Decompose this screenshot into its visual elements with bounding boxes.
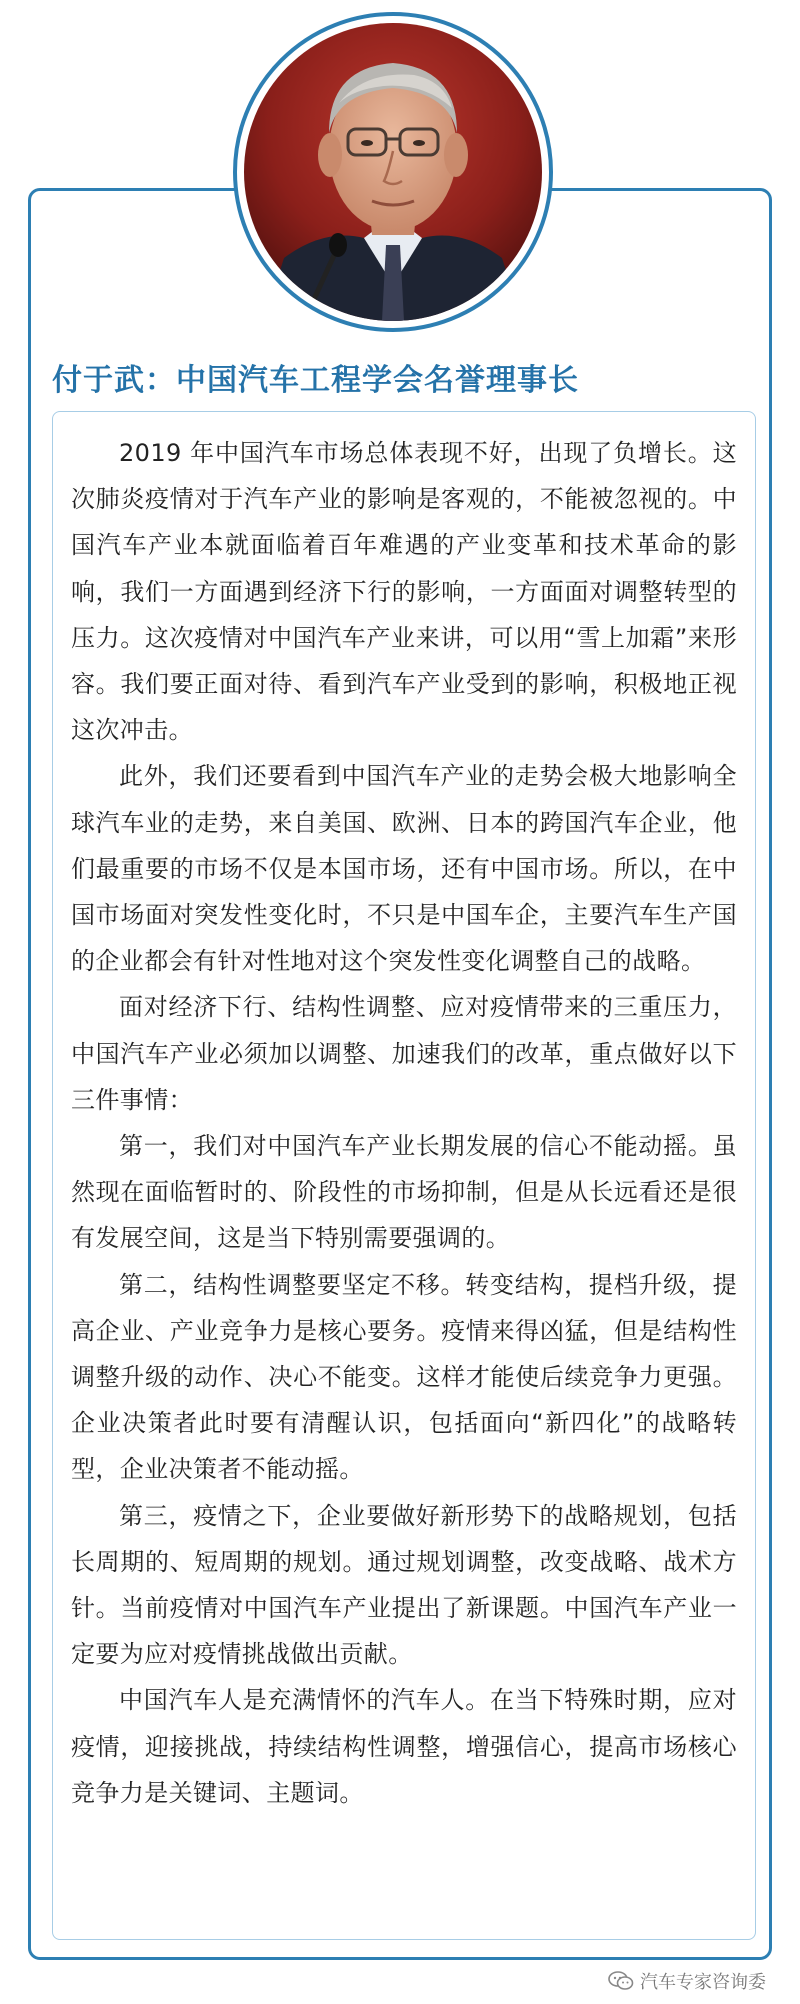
paragraph-6: 第三，疫情之下，企业要做好新形势下的战略规划，包括长周期的、短周期的规划。通过规划调整，改变战略、战术方针。当前疫情对中国汽车产业提出了新课题。中国汽车产业一定要为应对疫情挑战做出贡献。 xyxy=(71,1501,737,1669)
watermark xyxy=(608,1968,766,1994)
portrait-photo xyxy=(244,23,542,321)
portrait-frame xyxy=(233,12,553,332)
paragraph-4: 第一，我们对中国汽车产业长期发展的信心不能动摇。虽然现在面临暂时的、阶段性的市场抑制，但是从长远看还是很有发展空间，这是当下特别需要强调的。 xyxy=(71,1132,737,1253)
article-text-box xyxy=(52,411,756,1940)
paragraph-1: 2019 年中国汽车市场总体表现不好，出现了负增长。这次肺炎疫情对于汽车产业的影响是客观的，不能被忽视的。中国汽车产业本就面临着百年难遇的产业变革和技术革命的影响，我们一方面遇到经济下行的影响，一方面面对调整转型的压力。这次疫情对中国汽车产业来讲，可以用“雪上加霜”来形容。我们要正面对待、看到汽车产业受到的影响，积极地正视这次冲击。 xyxy=(71,439,737,745)
watermark-text: 汽车专家咨询委 xyxy=(640,1972,766,1993)
paragraph-5: 第二，结构性调整要坚定不移。转变结构，提档升级，提高企业、产业竞争力是核心要务。疫情来得凶猛，但是结构性调整升级的动作、决心不能变。这样才能使后续竞争力更强。企业决策者此时要有清醒认识，包括面向“新四化”的战略转型，企业决策者不能动摇。 xyxy=(71,1270,737,1484)
paragraph-2: 此外，我们还要看到中国汽车产业的走势会极大地影响全球汽车业的走势，来自美国、欧洲、日本的跨国汽车企业，他们最重要的市场不仅是本国市场，还有中国市场。所以，在中国市场面对突发性变化时，不只是中国车企，主要汽车生产国的企业都会有针对性地对这个突发性变化调整自己的战略。 xyxy=(71,762,737,976)
paragraph-3: 面对经济下行、结构性调整、应对疫情带来的三重压力，中国汽车产业必须加以调整、加速我们的改革，重点做好以下三件事情： xyxy=(71,993,737,1114)
wechat-icon xyxy=(608,1970,634,1992)
headline: 付于武：中国汽车工程学会名誉理事长 xyxy=(52,363,579,398)
paragraph-7: 中国汽车人是充满情怀的汽车人。在当下特殊时期，应对疫情，迎接挑战，持续结构性调整，增强信心，提高市场核心竞争力是关键词、主题词。 xyxy=(71,1686,737,1807)
